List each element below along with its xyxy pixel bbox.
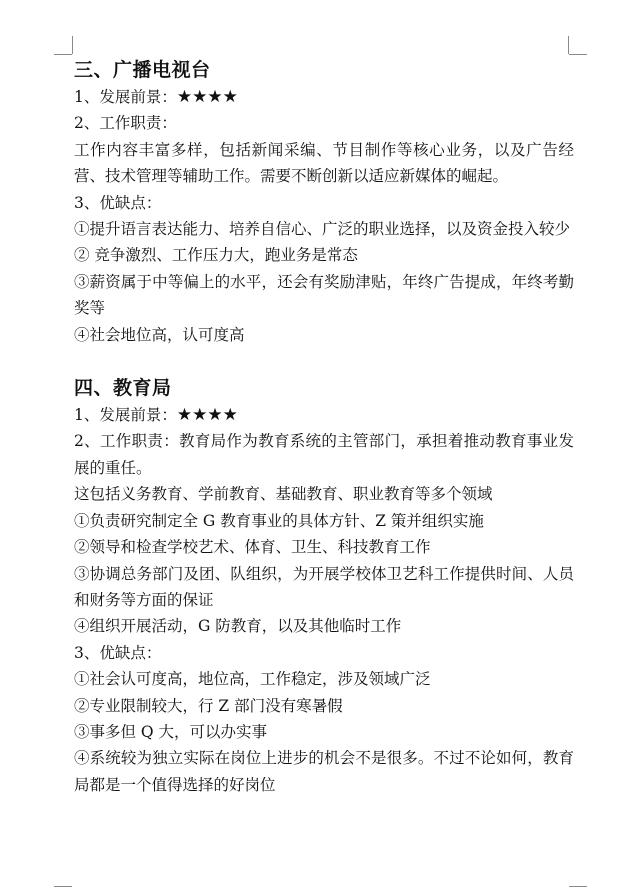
list-item: ②专业限制较大，行 Z 部门没有寒暑假	[74, 696, 343, 715]
duty-item: ④组织开展活动，G 防教育，以及其他临时工作	[74, 617, 402, 636]
section-title: 四、教育局	[74, 377, 172, 400]
pros-cons-label: 3、优缺点：	[74, 193, 162, 212]
star-rating: ★★★★	[176, 87, 238, 107]
crop-mark-top-left	[54, 54, 72, 55]
section-title: 三、广播电视台	[74, 59, 211, 81]
scope-text: 这包括义务教育、学前教育、基础教育、职业教育等多个领域	[74, 485, 493, 504]
prospect-label: 1、发展前景：	[74, 406, 177, 425]
list-item: ③薪资属于中等偏上的水平，还会有奖励津贴，年终广告提成，年终考勤奖等	[74, 272, 574, 318]
pros-cons-label: 3、优缺点：	[74, 643, 162, 662]
prospect-line	[74, 84, 574, 110]
star-rating: ★★★★	[176, 405, 238, 426]
crop-mark-top-right	[568, 36, 569, 54]
list-item: ④社会地位高，认可度高	[74, 325, 245, 344]
section-spacer	[74, 348, 574, 374]
duty-item: ②领导和检查学校艺术、体育、卫生、科技教育工作	[74, 538, 431, 557]
crop-mark-top-right	[569, 54, 587, 55]
duties-text: 工作内容丰富多样，包括新闻采编、节目制作等核心业务，以及广告经营、技术管理等辅助工作。需要不断创新以适应新媒体的崛起。	[74, 140, 574, 186]
list-item: ①社会认可度高，地位高，工作稳定，涉及领域广泛	[74, 670, 431, 689]
section-education-bureau	[74, 374, 574, 798]
duty-item: ③协调总务部门及团、队组织，为开展学校体卫艺科工作提供时间、人员和财务等方面的保证	[74, 564, 574, 609]
crop-mark-bottom-left	[54, 886, 72, 887]
duty-item: ①负责研究制定全 G 教育事业的具体方针、Z 策并组织实施	[74, 511, 484, 530]
list-item: ② 竞争激烈、工作压力大，跑业务是常态	[74, 246, 358, 265]
duties-text: 2、工作职责：教育局作为教育系统的主管部门，承担着推动教育事业发展的重任。	[74, 432, 574, 477]
list-item: ①提升语言表达能力、培养自信心、广泛的职业选择，以及资金投入较少	[74, 220, 571, 239]
prospect-line	[74, 402, 574, 428]
section-broadcast-tv	[74, 56, 574, 348]
crop-mark-bottom-right	[569, 886, 587, 887]
prospect-label: 1、发展前景：	[74, 88, 177, 106]
document-body	[74, 56, 574, 798]
crop-mark-top-left	[72, 36, 73, 54]
duties-label: 2、工作职责：	[74, 114, 177, 133]
list-item: ③事多但 Q 大，可以办实事	[74, 722, 268, 741]
list-item: ④系统较为独立实际在岗位上进步的机会不是很多。不过不论如何，教育局都是一个值得选择的好岗位	[74, 749, 574, 794]
